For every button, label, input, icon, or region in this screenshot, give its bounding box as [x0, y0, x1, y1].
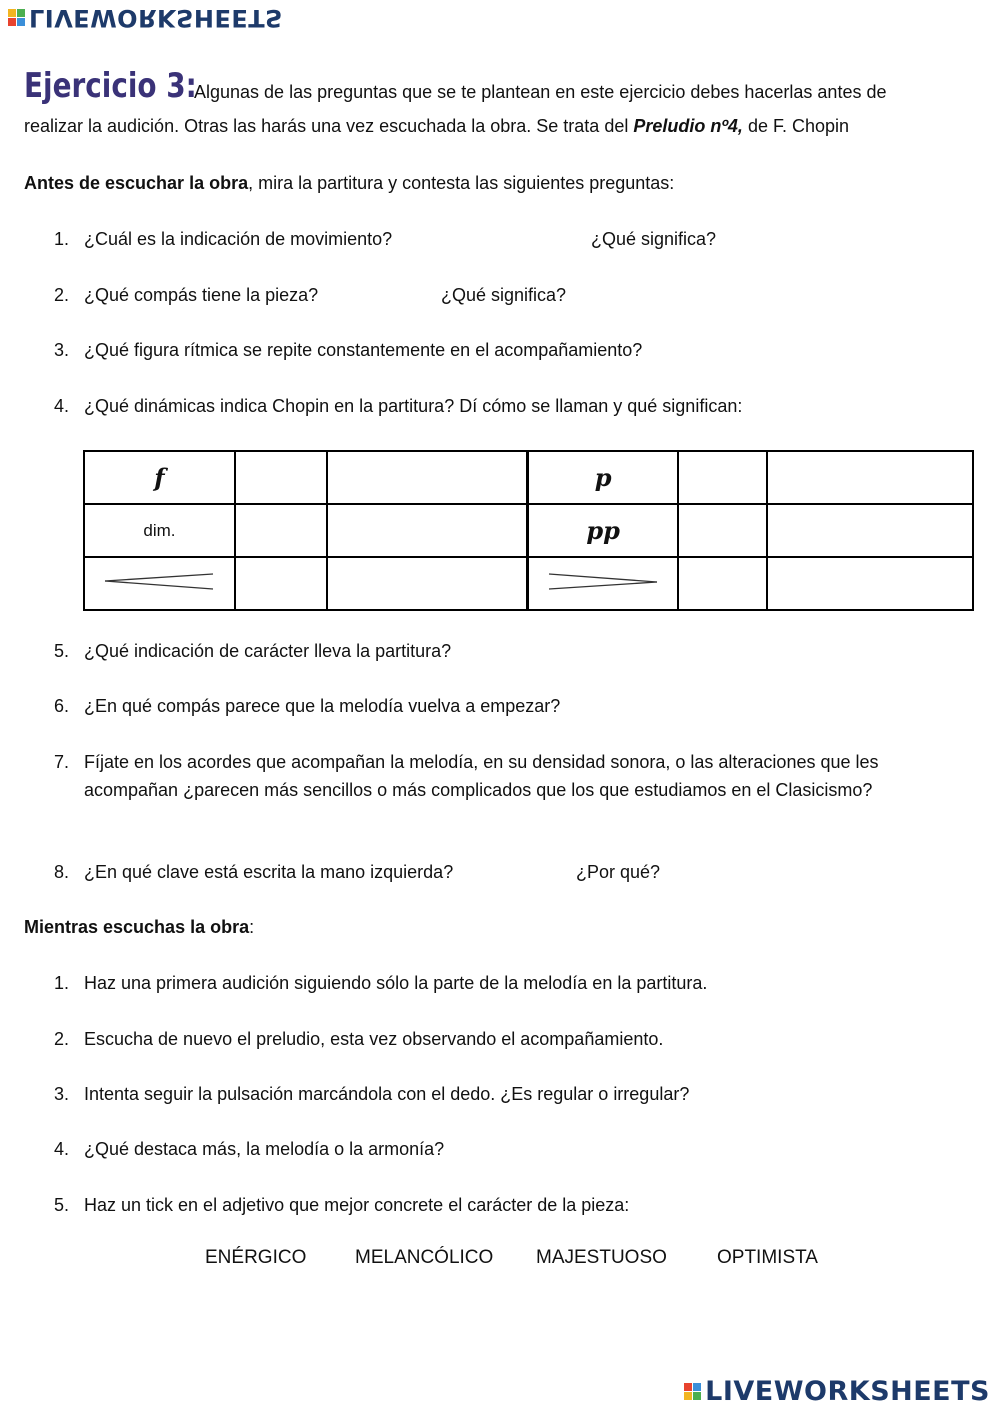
before-heading-rest: , mira la partitura y contesta las siguientes preguntas: [248, 173, 675, 193]
adjective-option[interactable]: OPTIMISTA [717, 1247, 818, 1268]
question-text: ¿Qué indicación de carácter lleva la partitura? [84, 641, 452, 661]
question-extra: ¿Qué significa? [441, 285, 567, 305]
logo-text: LIVEWORKSHEETS [29, 4, 283, 32]
before-heading [24, 169, 674, 197]
answer-name-cell[interactable] [678, 504, 767, 557]
logo-text: LIVEWORKSHEETS [705, 1376, 990, 1407]
answer-name-cell[interactable] [678, 451, 767, 504]
dynamic-symbol-cell [84, 451, 235, 504]
exercise-title: Ejercicio 3: [24, 66, 197, 106]
question-text: ¿En qué compás parece que la melodía vuelva a empezar? [84, 696, 561, 716]
question-text: ¿Cuál es la indicación de movimiento? [84, 229, 393, 249]
question-number: 6. [54, 696, 70, 716]
crescendo-hairpin-icon [99, 569, 219, 593]
piano-symbol: p [594, 463, 612, 492]
intro-line-1: Algunas de las preguntas que se te plantean en este ejercicio debes hacerlas antes de [194, 82, 887, 102]
question-number: 8. [54, 862, 70, 882]
answer-name-cell[interactable] [235, 557, 327, 610]
piece-name: Preludio nº4, [633, 116, 743, 136]
adjective-option[interactable]: ENÉRGICO [205, 1247, 307, 1268]
answer-meaning-cell[interactable] [327, 504, 528, 557]
answer-meaning-cell[interactable] [327, 451, 528, 504]
dynamic-symbol-cell [528, 504, 678, 557]
logo-blocks-icon [684, 1383, 701, 1400]
item-text: Haz una primera audición siguiendo sólo la parte de la melodía en la partitura. [84, 973, 708, 993]
question-number: 4. [54, 396, 70, 416]
dynamic-symbol-cell [528, 557, 678, 610]
intro-line-2-c: de F. Chopin [742, 116, 850, 136]
dynamic-symbol-cell [528, 451, 678, 504]
top-logo [8, 4, 283, 32]
intro-line-2 [24, 112, 984, 140]
decrescendo-hairpin-icon [543, 569, 663, 593]
item-text: Intenta seguir la pulsación marcándola con el dedo. ¿Es regular o irregular? [84, 1084, 690, 1104]
intro [24, 66, 984, 140]
question-text: ¿Qué compás tiene la pieza? [84, 285, 319, 305]
question-text: ¿Qué dinámicas indica Chopin en la partitura? Dí cómo se llaman y qué significan: [84, 396, 743, 416]
diminuendo-text: dim. [143, 520, 176, 540]
question-number: 3. [54, 340, 70, 360]
forte-symbol: f [154, 463, 165, 492]
answer-name-cell[interactable] [678, 557, 767, 610]
table-row [84, 504, 973, 557]
intro-line-2-a: realizar la audición. Otras las harás una vez escuchada la obra. Se trata del [24, 116, 634, 136]
bottom-logo [684, 1376, 990, 1407]
answer-meaning-cell[interactable] [327, 557, 528, 610]
question-text-continued: acompañan ¿parecen más sencillos o más complicados que los que estudiamos en el Clasicismo? [84, 780, 873, 800]
dynamics-table [83, 450, 974, 611]
dynamic-symbol-cell [84, 557, 235, 610]
item-number: 5. [54, 1195, 70, 1215]
logo-blocks-icon [8, 10, 25, 27]
answer-name-cell[interactable] [235, 451, 327, 504]
answer-meaning-cell[interactable] [767, 504, 973, 557]
item-text: Escucha de nuevo el preludio, esta vez observando el acompañamiento. [84, 1029, 664, 1049]
answer-name-cell[interactable] [235, 504, 327, 557]
item-number: 3. [54, 1084, 70, 1104]
question-extra: ¿Qué significa? [591, 229, 717, 249]
during-heading [24, 913, 254, 941]
adjective-option[interactable]: MELANCÓLICO [355, 1247, 494, 1268]
item-number: 4. [54, 1139, 70, 1159]
adjective-option[interactable]: MAJESTUOSO [536, 1247, 667, 1268]
item-text: Haz un tick en el adjetivo que mejor concrete el carácter de la pieza: [84, 1195, 630, 1215]
before-heading-bold: Antes de escuchar la obra [24, 173, 249, 193]
question-text: ¿En qué clave está escrita la mano izquierda? [84, 862, 454, 882]
answer-meaning-cell[interactable] [767, 451, 973, 504]
item-number: 2. [54, 1029, 70, 1049]
table-row [84, 451, 973, 504]
answer-meaning-cell[interactable] [767, 557, 973, 610]
question-extra: ¿Por qué? [576, 862, 661, 882]
dynamic-symbol-cell [84, 504, 235, 557]
question-text: Fíjate en los acordes que acompañan la melodía, en su densidad sonora, o las alteraciones que les [84, 752, 879, 772]
question-number: 7. [54, 752, 70, 772]
item-text: ¿Qué destaca más, la melodía o la armonía? [84, 1139, 445, 1159]
during-heading-bold: Mientras escuchas la obra [24, 917, 250, 937]
pianissimo-symbol: pp [586, 516, 620, 545]
question-number: 1. [54, 229, 70, 249]
question-number: 5. [54, 641, 70, 661]
table-row [84, 557, 973, 610]
during-heading-rest: : [249, 917, 255, 937]
question-text: ¿Qué figura rítmica se repite constantemente en el acompañamiento? [84, 340, 643, 360]
question-number: 2. [54, 285, 70, 305]
item-number: 1. [54, 973, 70, 993]
